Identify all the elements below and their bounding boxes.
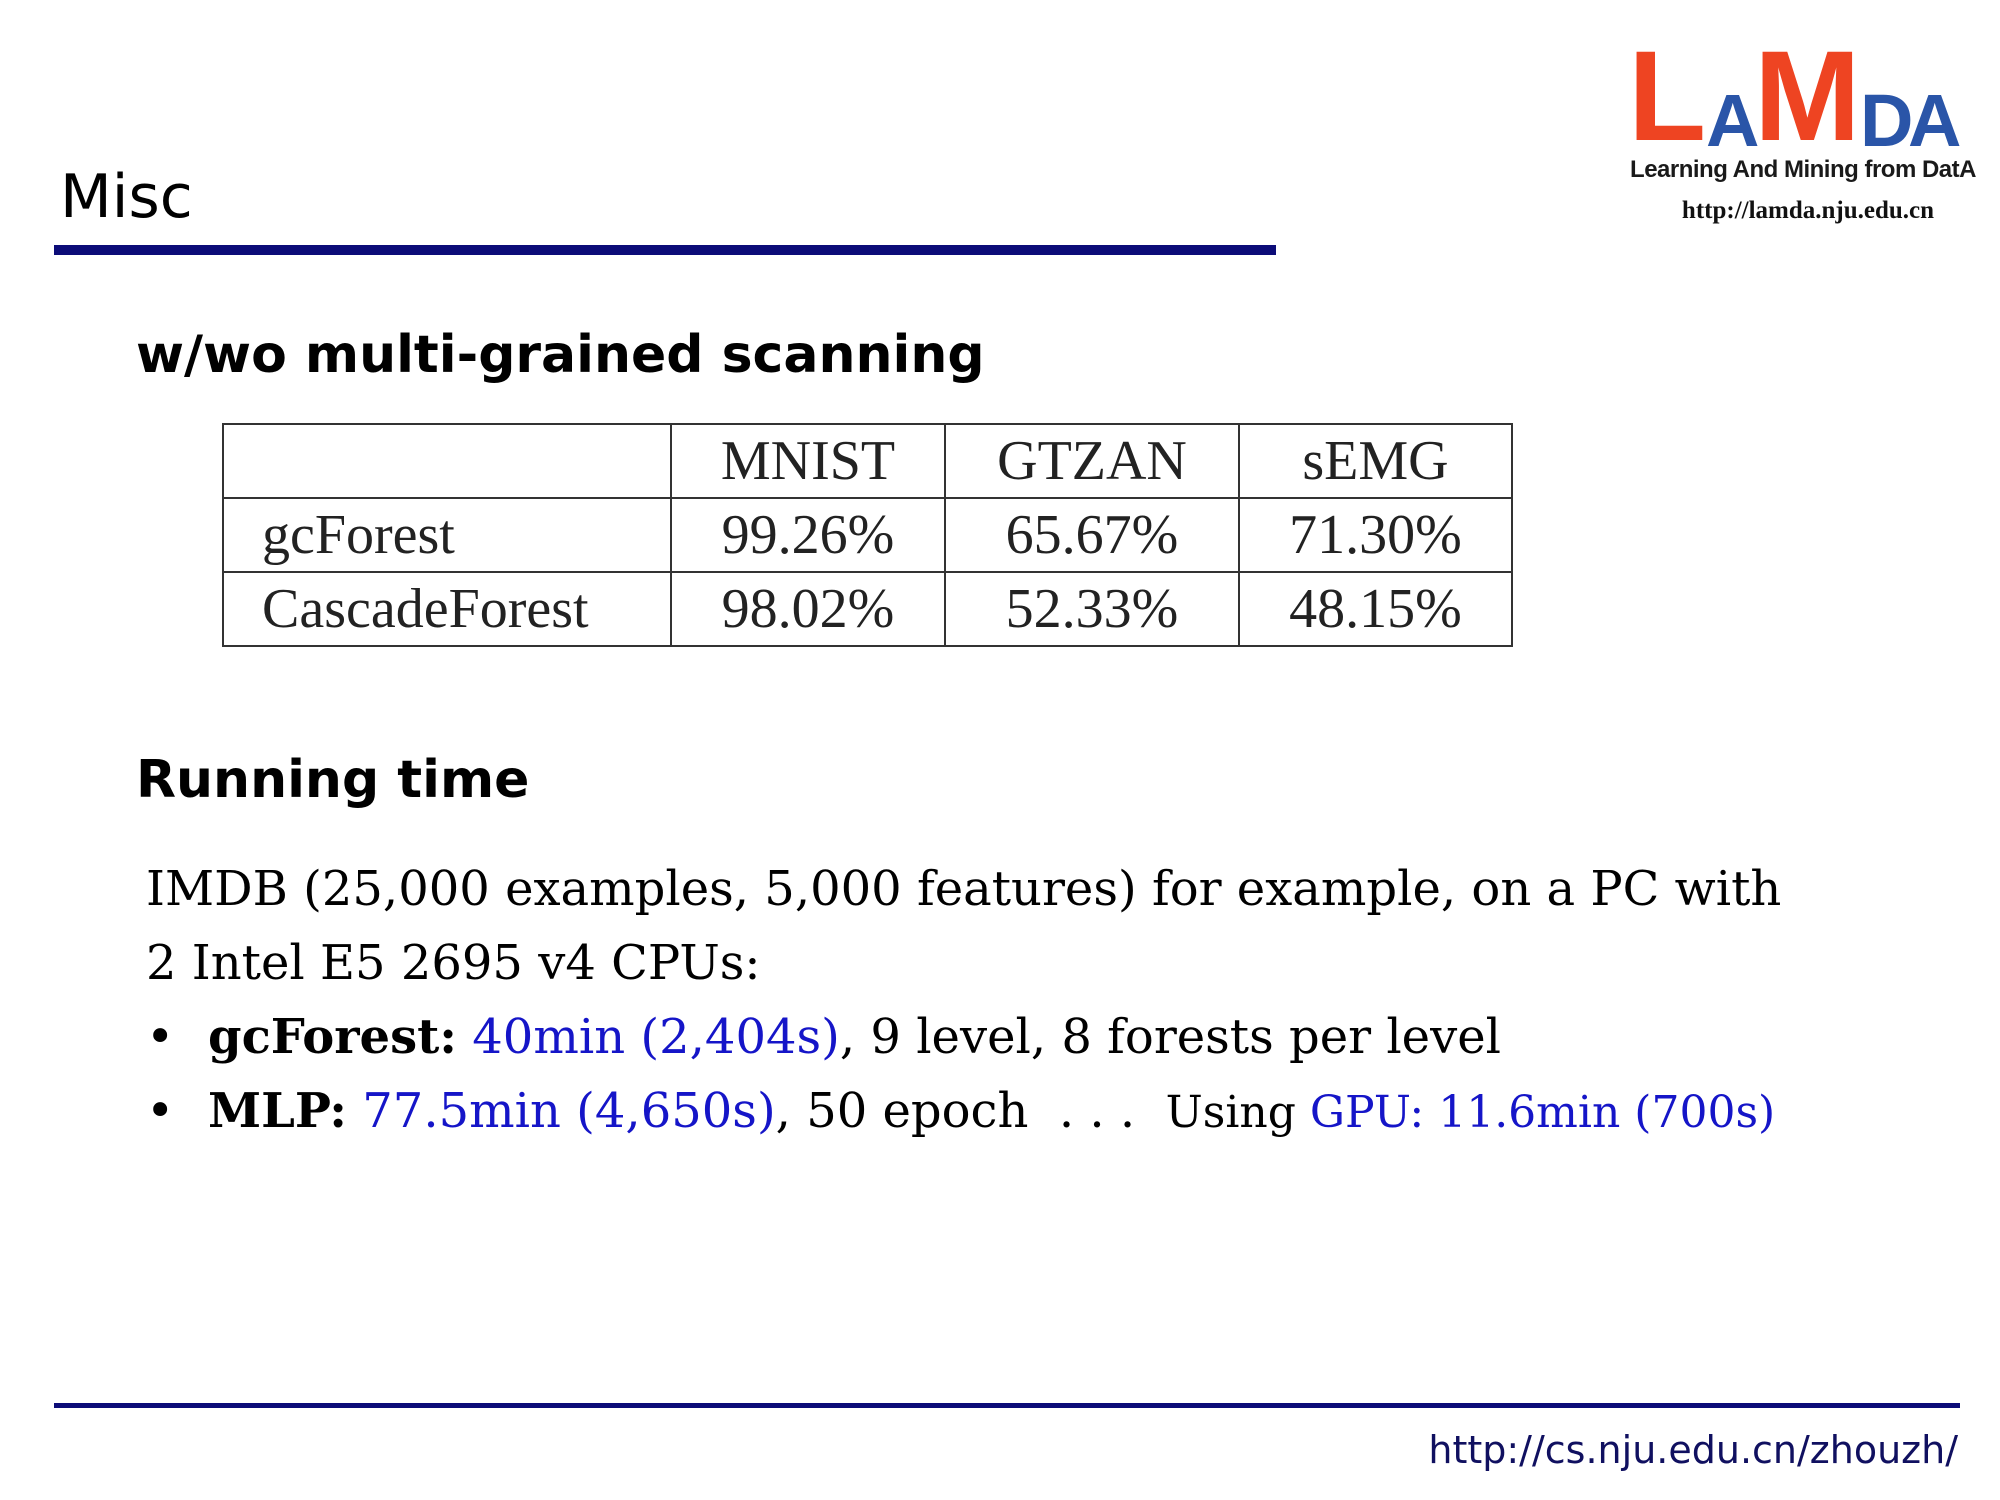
bullet-marker: • (146, 1083, 175, 1139)
logo-letter-a2: A (1908, 79, 1962, 158)
results-table (222, 423, 1513, 647)
running-time-body (146, 852, 1976, 1150)
table-cell: 98.02% (671, 572, 945, 646)
intro-line: IMDB (25,000 examples, 5,000 features) for example, on a PC with (146, 861, 1782, 917)
logo-letter-d: D (1860, 79, 1914, 158)
table-row (223, 572, 1512, 646)
bullet-highlight: 77.5min (4,650s) (362, 1083, 776, 1139)
bullet-extra-highlight: GPU: 11.6min (700s) (1309, 1087, 1776, 1138)
bullet-label: gcForest: (208, 1009, 457, 1065)
title-divider (54, 245, 1276, 255)
logo-letter-a1: A (1706, 79, 1760, 158)
bullet-rest: , 50 epoch . . . (775, 1083, 1166, 1139)
table-header-row (223, 424, 1512, 498)
bullet-label: MLP: (208, 1083, 347, 1139)
bullet-extra-prefix: Using (1165, 1087, 1310, 1138)
logo-letter-l: L (1628, 38, 1707, 158)
section-heading-running-time: Running time (136, 750, 530, 810)
section-heading-scanning: w/wo multi-grained scanning (136, 325, 985, 385)
slide-title: Misc (60, 162, 193, 232)
footer-divider (54, 1403, 1960, 1408)
table-row-label: CascadeForest (223, 572, 671, 646)
table-cell: 99.26% (671, 498, 945, 572)
table-header-cell: MNIST (671, 424, 945, 498)
bullet-item-gcforest (146, 1000, 1976, 1074)
footer-url[interactable]: http://cs.nju.edu.cn/zhouzh/ (1428, 1428, 1958, 1472)
table-cell: 48.15% (1239, 572, 1512, 646)
lamda-logo (1620, 38, 1980, 238)
bullet-marker: • (146, 1009, 175, 1065)
table-header-cell (223, 424, 671, 498)
table-header-cell: sEMG (1239, 424, 1512, 498)
logo-letter-m: M (1754, 38, 1861, 158)
logo-url[interactable]: http://lamda.nju.edu.cn (1681, 197, 1935, 224)
lamda-logo-mark (1628, 38, 1968, 158)
table-header-cell: GTZAN (945, 424, 1239, 498)
bullet-highlight: 40min (2,404s) (472, 1009, 840, 1065)
intro-line: 2 Intel E5 2695 v4 CPUs: (146, 935, 761, 991)
table-cell: 71.30% (1239, 498, 1512, 572)
table-row-label: gcForest (223, 498, 671, 572)
table-cell: 52.33% (945, 572, 1239, 646)
table-cell: 65.67% (945, 498, 1239, 572)
logo-subtitle: Learning And Mining from DatA (1630, 156, 1976, 183)
table-row (223, 498, 1512, 572)
bullet-item-mlp (146, 1074, 1976, 1150)
bullet-rest: , 9 level, 8 forests per level (839, 1009, 1501, 1065)
